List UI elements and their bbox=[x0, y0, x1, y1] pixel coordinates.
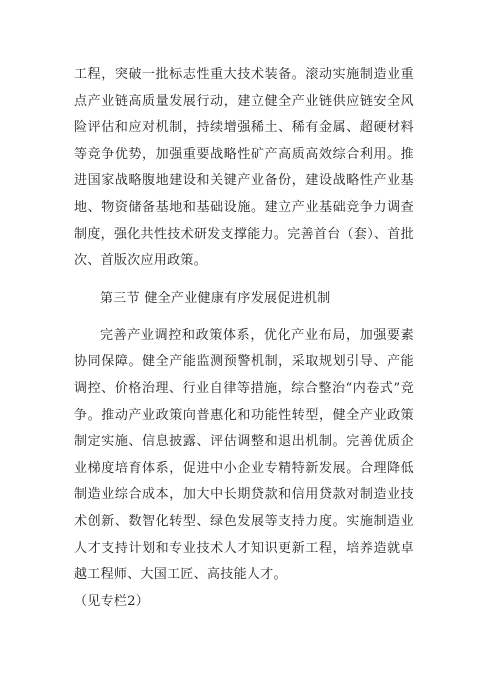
section-heading: 第三节 健全产业健康有序发展促进机制 bbox=[100, 290, 331, 306]
box-reference: （见专栏2） bbox=[74, 593, 150, 609]
body-paragraph-continued: 工程，突破一批标志性重大技术装备。滚动实施制造业重点产业链高质量发展行动，建立健全产业链供应链安全风险评估和应对机制，持续增强稀土、稀有金属、超硬材料等竞争优势，加强重要战略性矿产高质高效综合利用。推进国家战略腹地建设和关键产业备份，建设战略性产业基地、物资储备基地和基础设施。建立产业基础竞争力调查制度，强化共性技术研发支撑能力。完善首台（套）、首批次、首版次应用政策。 bbox=[74, 67, 414, 269]
body-paragraph: 完善产业调控和政策体系，优化产业布局，加强要素协同保障。健全产能监测预警机制，采取规划引导、产能调控、价格治理、行业自律等措施，综合整治“内卷式”竞争。推动产业政策向普惠化和功能性转型，健全产业政策制定实施、信息披露、评估调整和退出机制。完善优质企业梯度培育体系，促进中小企业专精特新发展。合理降低制造业综合成本，加大中长期贷款和信用贷款对制造业技术创新、数智化转型、绿色发展等支持力度。实施制造业人才支持计划和专业技术人才知识更新工程，培养造就卓越工程师、大国工匠、高技能人才。 bbox=[74, 327, 414, 583]
